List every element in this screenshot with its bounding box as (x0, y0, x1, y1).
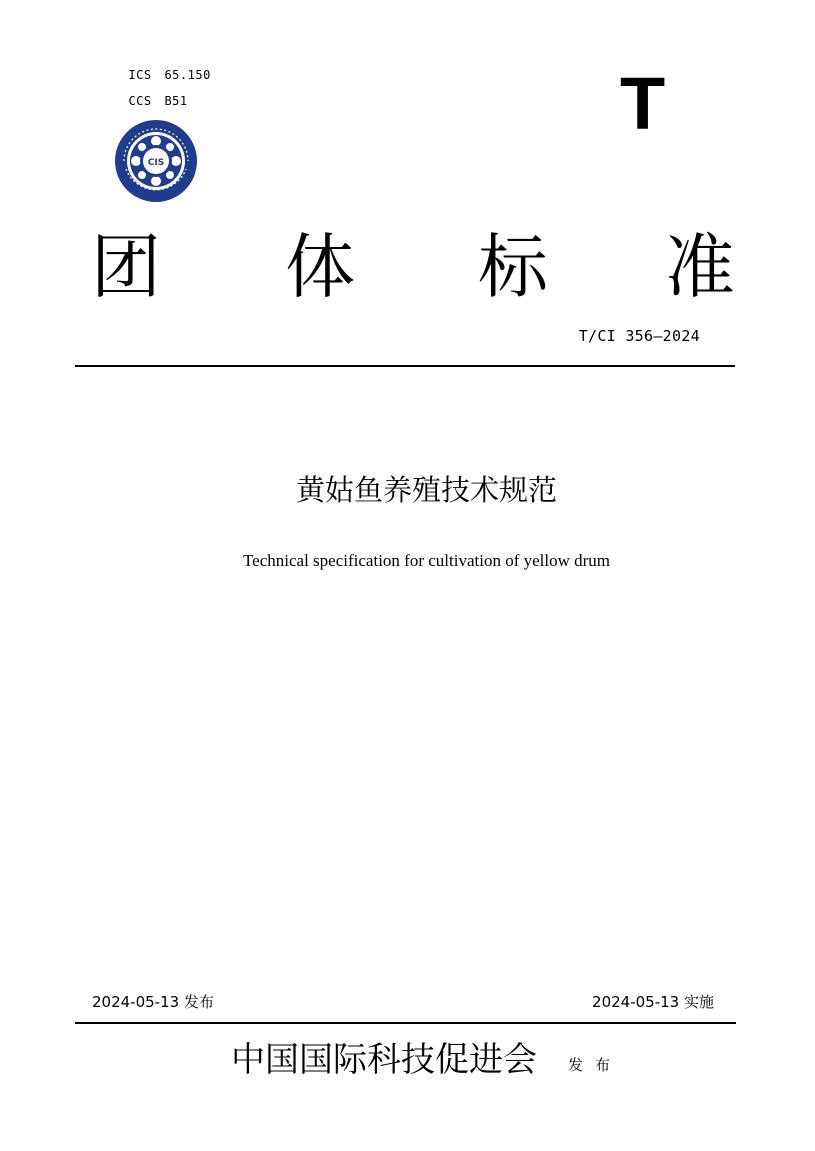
implementation-date: 2024-05-13 实施 (592, 993, 714, 1011)
ccs-code (113, 80, 188, 108)
ccs-label: CCS (128, 94, 152, 108)
issue-date: 2024-05-13 发布 (92, 993, 214, 1011)
doc-type-char-1: 团 (91, 226, 161, 308)
ics-value: 65.150 (164, 68, 211, 82)
publish-action: 发布 (568, 1056, 623, 1074)
standard-number: T/CI 356—2024 (578, 327, 700, 345)
ccs-value: B51 (164, 94, 188, 108)
standard-type-letter: T (620, 62, 666, 145)
doc-type-char-2: 体 (285, 226, 355, 308)
doc-type-char-4: 准 (665, 226, 735, 308)
publisher-name: 中国国际科技促进会 (231, 1040, 537, 1080)
organization-logo (114, 119, 198, 203)
logo-seal-icon (114, 119, 198, 203)
title-english: Technical specification for cultivation of yellow drum (242, 551, 611, 570)
ics-label: ICS (128, 68, 152, 82)
logo-center-text: CIS (147, 158, 165, 168)
top-divider (75, 365, 735, 367)
title-chinese: 黄姑鱼养殖技术规范 (295, 473, 557, 507)
ics-code (113, 54, 211, 82)
bottom-divider (75, 1022, 736, 1024)
doc-type-char-3: 标 (478, 226, 548, 308)
